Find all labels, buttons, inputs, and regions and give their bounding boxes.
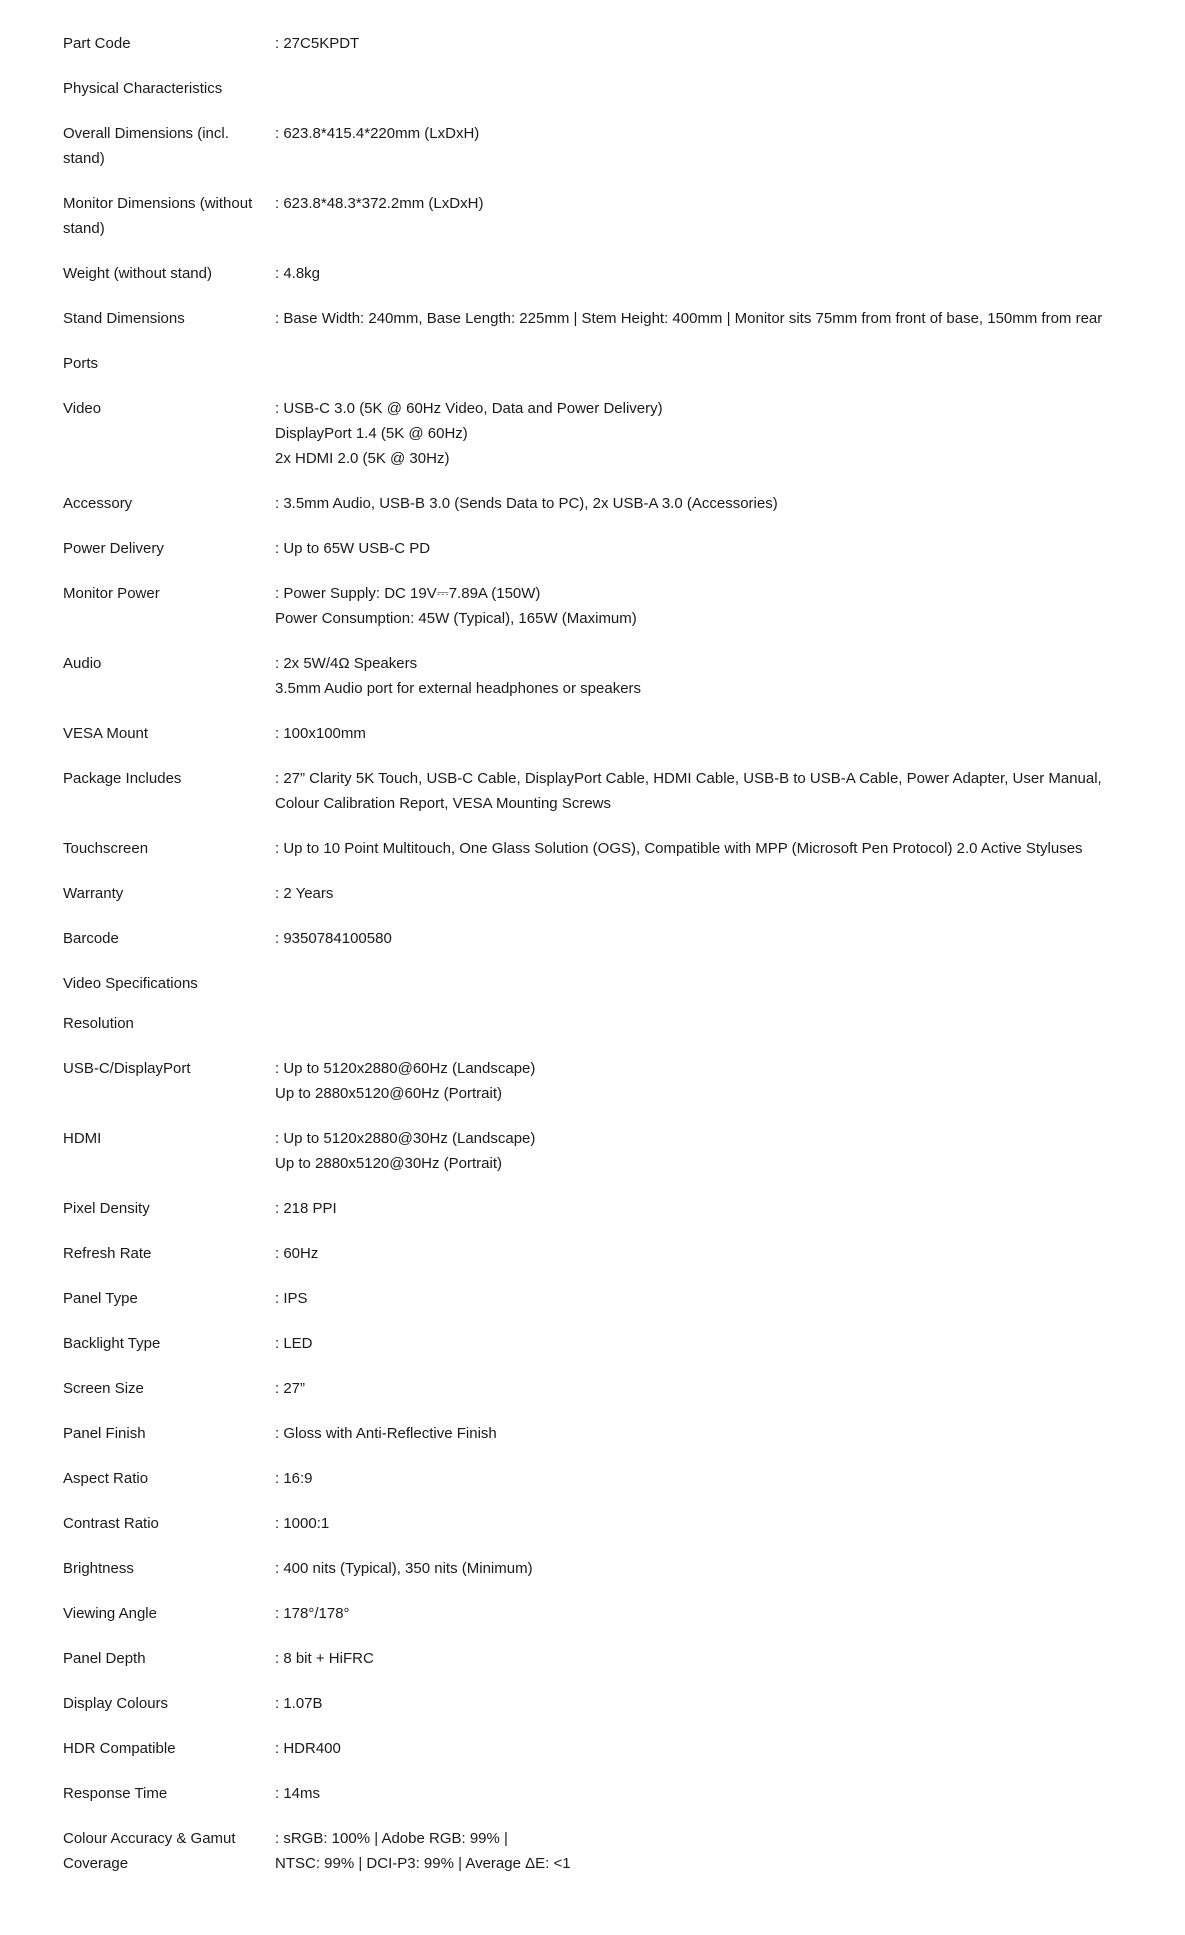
spec-value: : 27” [275, 1380, 306, 1397]
spec-label: USB-C/DisplayPort [63, 1060, 191, 1077]
spec-row-hdr-compatible [63, 1736, 1143, 1761]
spec-label: Warranty [63, 885, 124, 902]
spec-table [63, 31, 1143, 1896]
spec-value: : 8 bit + HiFRC [275, 1650, 374, 1667]
section-heading-resolution [63, 1011, 1143, 1036]
spec-row-touchscreen [63, 836, 1143, 861]
spec-value: : 623.8*48.3*372.2mm (LxDxH) [275, 195, 484, 212]
spec-value: : 9350784100580 [275, 930, 392, 947]
spec-row-vesa-mount [63, 721, 1143, 746]
spec-label: Panel Type [63, 1290, 138, 1307]
spec-label: Contrast Ratio [63, 1515, 159, 1532]
spec-row-pixel-density [63, 1196, 1143, 1221]
spec-value: : USB-C 3.0 (5K @ 60Hz Video, Data and Power Delivery) DisplayPort 1.4 (5K @ 60Hz) 2x HDMI 2.0 (5K @ 30Hz) [275, 400, 663, 467]
spec-row-overall-dimensions [63, 121, 1143, 171]
spec-value: : 2 Years [275, 885, 334, 902]
spec-label: Colour Accuracy & Gamut Coverage [63, 1830, 236, 1872]
spec-value: : 1.07B [275, 1695, 323, 1712]
spec-value: : 178°/178° [275, 1605, 350, 1622]
spec-value: : 400 nits (Typical), 350 nits (Minimum) [275, 1560, 533, 1577]
spec-label: Display Colours [63, 1695, 169, 1712]
spec-label: Viewing Angle [63, 1605, 157, 1622]
spec-label: Weight (without stand) [63, 265, 212, 282]
spec-label: Panel Finish [63, 1425, 146, 1442]
spec-value: : 16:9 [275, 1470, 313, 1487]
spec-value: : Up to 65W USB-C PD [275, 540, 431, 557]
spec-label: Video [63, 400, 102, 417]
spec-label: Aspect Ratio [63, 1470, 149, 1487]
spec-label: Panel Depth [63, 1650, 146, 1667]
spec-label: Refresh Rate [63, 1245, 152, 1262]
spec-value: : LED [275, 1335, 313, 1352]
spec-value: : 27” Clarity 5K Touch, USB-C Cable, DisplayPort Cable, HDMI Cable, USB-B to USB-A Cable, Power Adapter, User Manual, Colour Calibration Report, VESA Mounting Screws [275, 770, 1102, 812]
spec-row-stand-dimensions [63, 306, 1143, 331]
section-label: Video Specifications [63, 975, 198, 992]
spec-label: Stand Dimensions [63, 310, 185, 327]
spec-row-viewing-angle [63, 1601, 1143, 1626]
spec-value: : 1000:1 [275, 1515, 330, 1532]
spec-row-panel-type [63, 1286, 1143, 1311]
spec-label: Backlight Type [63, 1335, 161, 1352]
spec-row-monitor-dimensions [63, 191, 1143, 241]
spec-label: Pixel Density [63, 1200, 150, 1217]
spec-row-barcode [63, 926, 1143, 951]
spec-label: Package Includes [63, 770, 182, 787]
section-heading-ports [63, 351, 1143, 376]
spec-label: Accessory [63, 495, 133, 512]
spec-label: Brightness [63, 1560, 134, 1577]
section-heading-video-specifications [63, 971, 1143, 996]
spec-label: Monitor Dimensions (without stand) [63, 195, 253, 237]
spec-label: VESA Mount [63, 725, 149, 742]
spec-value: : Up to 10 Point Multitouch, One Glass Solution (OGS), Compatible with MPP (Microsoft Pen Protocol) 2.0 Active Styluses [275, 840, 1083, 857]
spec-value: : Up to 5120x2880@30Hz (Landscape) Up to 2880x5120@30Hz (Portrait) [275, 1130, 536, 1172]
spec-label: Audio [63, 655, 102, 672]
spec-label: Screen Size [63, 1380, 144, 1397]
spec-value: : Base Width: 240mm, Base Length: 225mm | Stem Height: 400mm | Monitor sits 75mm from front of base, 150mm from rear [275, 310, 1103, 327]
spec-label: HDR Compatible [63, 1740, 176, 1757]
spec-row-panel-finish [63, 1421, 1143, 1446]
spec-value: : 14ms [275, 1785, 321, 1802]
spec-value: : Gloss with Anti-Reflective Finish [275, 1425, 497, 1442]
spec-row-contrast-ratio [63, 1511, 1143, 1536]
spec-label: Touchscreen [63, 840, 149, 857]
spec-value: : 2x 5W/4Ω Speakers 3.5mm Audio port for external headphones or speakers [275, 655, 642, 697]
spec-row-screen-size [63, 1376, 1143, 1401]
spec-row-refresh-rate [63, 1241, 1143, 1266]
spec-row-accessory [63, 491, 1143, 516]
spec-value: : 218 PPI [275, 1200, 337, 1217]
section-label: Ports [63, 355, 99, 372]
spec-value: : 4.8kg [275, 265, 321, 282]
spec-row-usb-c-displayport [63, 1056, 1143, 1106]
spec-row-package-includes [63, 766, 1143, 816]
spec-row-audio [63, 651, 1143, 701]
spec-row-warranty [63, 881, 1143, 906]
spec-value: : IPS [275, 1290, 308, 1307]
spec-label: Barcode [63, 930, 119, 947]
spec-row-hdmi [63, 1126, 1143, 1176]
spec-value: : Power Supply: DC 19V⎓7.89A (150W) Power Consumption: 45W (Typical), 165W (Maximum) [275, 585, 637, 627]
spec-row-brightness [63, 1556, 1143, 1581]
spec-row-weight [63, 261, 1143, 286]
spec-value: : 3.5mm Audio, USB-B 3.0 (Sends Data to PC), 2x USB-A 3.0 (Accessories) [275, 495, 778, 512]
spec-label: Response Time [63, 1785, 168, 1802]
spec-row-response-time [63, 1781, 1143, 1806]
spec-label: Overall Dimensions (incl. stand) [63, 125, 229, 167]
section-label: Resolution [63, 1015, 134, 1032]
section-label: Physical Characteristics [63, 80, 223, 97]
spec-value: : 623.8*415.4*220mm (LxDxH) [275, 125, 480, 142]
spec-row-panel-depth [63, 1646, 1143, 1671]
spec-value: : HDR400 [275, 1740, 341, 1757]
spec-row-power-delivery [63, 536, 1143, 561]
spec-row-video [63, 396, 1143, 471]
spec-row-aspect-ratio [63, 1466, 1143, 1491]
spec-value: : 100x100mm [275, 725, 366, 742]
spec-label: Part Code [63, 35, 131, 52]
spec-row-monitor-power [63, 581, 1143, 631]
spec-label: HDMI [63, 1130, 102, 1147]
spec-label: Power Delivery [63, 540, 164, 557]
spec-value: : sRGB: 100% | Adobe RGB: 99% | NTSC: 99% | DCI-P3: 99% | Average ΔE: <1 [275, 1830, 571, 1872]
spec-label: Monitor Power [63, 585, 160, 602]
spec-row-display-colours [63, 1691, 1143, 1716]
spec-value: : Up to 5120x2880@60Hz (Landscape) Up to 2880x5120@60Hz (Portrait) [275, 1060, 536, 1102]
spec-row-colour-accuracy [63, 1826, 1143, 1876]
spec-row-backlight-type [63, 1331, 1143, 1356]
spec-value: : 60Hz [275, 1245, 319, 1262]
section-heading-physical [63, 76, 1143, 101]
spec-row-part-code [63, 31, 1143, 56]
spec-value: : 27C5KPDT [275, 35, 360, 52]
